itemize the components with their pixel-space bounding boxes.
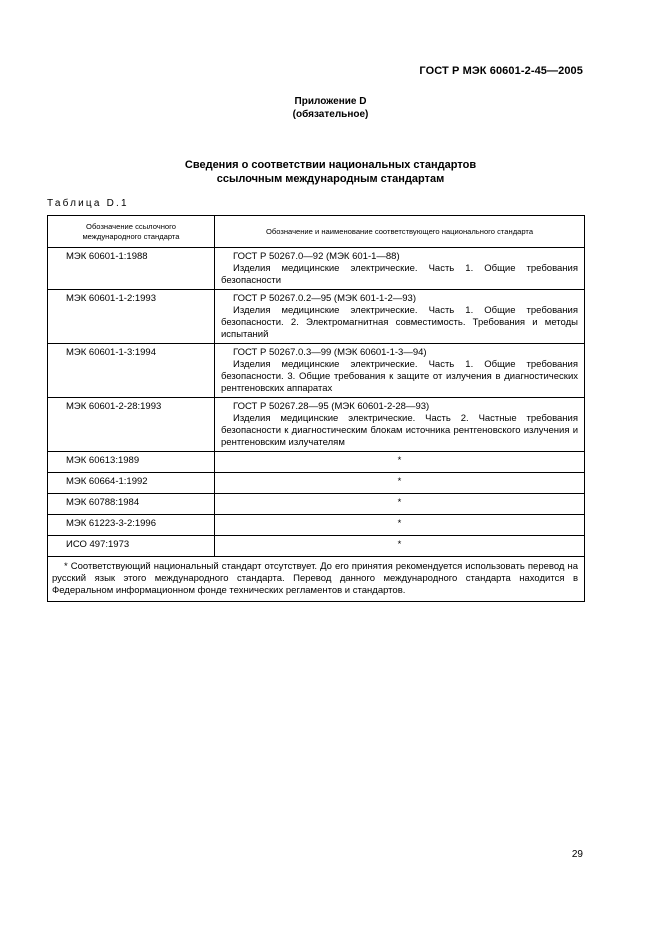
table-row	[48, 452, 585, 473]
intl-standard-cell: МЭК 61223-3-2:1996	[48, 515, 215, 536]
national-standard-cell	[215, 344, 585, 398]
section-title-line-1: Сведения о соответствии национальных стандартов	[184, 159, 477, 171]
no-equivalent-mark: *	[215, 452, 585, 473]
national-standard-code: ГОСТ Р 50267.28—95 (МЭК 60601-2-28—93)	[233, 401, 430, 412]
table-row	[48, 344, 585, 398]
no-equivalent-mark: *	[215, 473, 585, 494]
page-number: 29	[571, 849, 583, 860]
section-title	[0, 158, 661, 186]
intl-standard-cell: МЭК 60601-1-3:1994	[48, 344, 215, 398]
header-international-standard	[48, 216, 215, 248]
table-row	[48, 536, 585, 557]
appendix-subtitle: (обязательное)	[292, 109, 369, 120]
table-footnote: * Соответствующий национальный стандарт отсутствует. До его принятия рекомендуется использовать перевод на русский язык этого международного стандарта. Перевод данного международного стандарта находится в Федеральном информационном фонде технических регламентов и стандартов.	[52, 561, 578, 596]
header-col1-line2: международного стандарта	[82, 231, 180, 241]
intl-standard-cell: МЭК 60788:1984	[48, 494, 215, 515]
national-standard-cell	[215, 248, 585, 290]
national-standard-code: ГОСТ Р 50267.0.2—95 (МЭК 601-1-2—93)	[233, 293, 416, 304]
appendix-title: Приложение D	[294, 96, 367, 107]
appendix-heading	[0, 95, 661, 121]
table-row	[48, 290, 585, 344]
table-row	[48, 473, 585, 494]
intl-standard-cell: МЭК 60601-2-28:1993	[48, 398, 215, 452]
intl-standard-cell: МЭК 60664-1:1992	[48, 473, 215, 494]
no-equivalent-mark: *	[215, 536, 585, 557]
intl-standard-cell: ИСО 497:1973	[48, 536, 215, 557]
intl-standard-cell: МЭК 60601-1:1988	[48, 248, 215, 290]
table-row	[48, 494, 585, 515]
table-row	[48, 515, 585, 536]
document-code: ГОСТ Р МЭК 60601-2-45—2005	[419, 65, 583, 77]
table-header-row	[48, 216, 585, 248]
table-label: Таблица D.1	[47, 198, 129, 209]
table-footnote-row	[48, 557, 585, 602]
header-national-standard: Обозначение и наименование соответствующего национального стандарта	[215, 216, 585, 248]
national-standard-title: Изделия медицинские электрические. Часть 1. Общие требования безопасности. 3. Общие требования к защите от излучения в диагностических рентгеновских аппаратах	[221, 359, 578, 394]
section-title-line-2: ссылочным международным стандартам	[216, 173, 445, 185]
table-row	[48, 398, 585, 452]
national-standard-cell	[215, 290, 585, 344]
national-standard-code: ГОСТ Р 50267.0.3—99 (МЭК 60601-1-3—94)	[233, 347, 427, 358]
intl-standard-cell: МЭК 60613:1989	[48, 452, 215, 473]
table-row	[48, 248, 585, 290]
table-footnote-cell	[48, 557, 585, 602]
no-equivalent-mark: *	[215, 515, 585, 536]
intl-standard-cell: МЭК 60601-1-2:1993	[48, 290, 215, 344]
national-standard-title: Изделия медицинские электрические. Часть 1. Общие требования безопасности. 2. Электромагнитная совместимость. Требования и методы испытаний	[221, 305, 578, 340]
standards-table	[47, 215, 585, 602]
no-equivalent-mark: *	[215, 494, 585, 515]
national-standard-code: ГОСТ Р 50267.0—92 (МЭК 601-1—88)	[233, 251, 400, 262]
national-standard-cell	[215, 398, 585, 452]
header-col1-line1: Обозначение ссылочного	[86, 221, 176, 231]
national-standard-title: Изделия медицинские электрические. Часть 2. Частные требования безопасности к диагностическим блокам источника рентгеновского излучения и рентгеновским излучателям	[221, 413, 578, 448]
national-standard-title: Изделия медицинские электрические. Часть 1. Общие требования безопасности	[221, 263, 578, 286]
